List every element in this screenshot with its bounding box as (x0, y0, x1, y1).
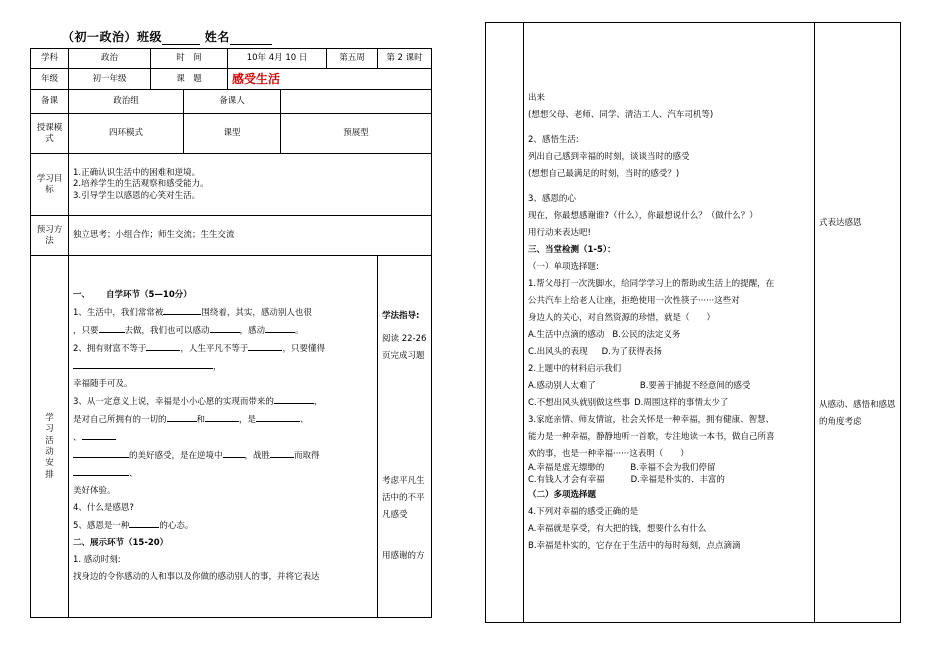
subject-label: 学科 (31, 49, 69, 69)
preparer-label: 备课人 (184, 90, 281, 114)
answer-blank[interactable] (146, 340, 180, 351)
goal-item: 3.引导学生以感恩的心笑对生活。 (73, 190, 201, 201)
answer-blank[interactable] (205, 411, 239, 422)
method-label: 预习方法 (31, 216, 69, 256)
answer-blank[interactable] (129, 517, 159, 528)
goals-label: 学习目标 (31, 154, 69, 216)
answer-blank[interactable] (73, 447, 129, 458)
guide-note-2: 用感谢的方 (382, 551, 425, 562)
goals-list (69, 154, 432, 216)
type-label: 课型 (184, 114, 281, 154)
name-blank[interactable] (230, 44, 272, 45)
type-value: 预展型 (281, 114, 432, 154)
section2-title: 二、展示环节（15-20） (73, 538, 169, 549)
answer-blank[interactable] (73, 465, 129, 476)
answer-blank[interactable] (256, 411, 300, 422)
mode-label: 授课模式 (31, 114, 69, 154)
right-left-margin (486, 23, 524, 623)
prep-group: 政治组 (69, 90, 184, 114)
subject-value: 政治 (69, 49, 151, 69)
answer-blank[interactable] (270, 447, 294, 458)
guide-text: 阅读 22-26页完成习题 (382, 334, 427, 362)
mode-value: 四环模式 (69, 114, 184, 154)
course-label: （初一政治） (62, 30, 138, 44)
page-header (62, 28, 272, 45)
answer-blank[interactable] (167, 411, 197, 422)
answer-blank[interactable] (223, 447, 245, 458)
lesson-plan-table-right (485, 22, 901, 623)
topic-label: 课 题 (151, 69, 228, 90)
guide-note-1: 考虑平凡生活中的不平凡感受 (382, 476, 425, 521)
section3-title: 三、当堂检测（1-5）： (528, 245, 616, 256)
answer-blank[interactable] (274, 393, 314, 404)
week-value: 第五周 (327, 49, 378, 69)
topic-text: 感受生活 (232, 72, 281, 86)
multi-choice-title: （二）多项选择题 (528, 489, 597, 500)
right-content: 出来 (想想父母、老师、同学、清洁工人、汽车司机等) 2、感悟生活: 列出自己感到幸福的时刻，谈谈当时的感受 (想想自己最满足的时刻，当时的感受？) 3、感恩的心 现在，你最想感谢谁?（什么），你最想说什么？（做什么？） 用行动来表达吧! 三、当堂检测（1-5）： （一）单项选择题: 1.帮父母打一次洗脚水，给同学学习上的帮助或生活上的提醒，在 公共汽车上给老人让座，拒绝使用一次性筷子······这些对 身边人的关心，对自然资源的珍惜，就是（ ） A.生活中点滴的感动 B.公民的法定义务 C.出风头的表现 D.为了获得表扬 2.上题中的材料启示我们 A.感动别人太难了 B.要善于捕捉不经意间的感受 C.不想出风头就别做这些事 D.周围这样的事情太少了 3.家庭亲情、师友情谊，社会关怀是一种幸福，拥有健康、智慧、 能力是一种幸福，静静地听一首歌，专注地读一本书，做自己所喜 欢的事，也是一种幸福······这表明（ ） A.幸福是虚无缥缈的 B.幸福不会为我们停留 C.有钱人才会有幸福 D.幸福是朴实的、丰富的 （二）多项选择题 4.下列对幸福的感受正确的是 A.幸福就是享受，有大把的钱，想要什么有什么 B.幸福是朴实的，它存在于生活中的每时每刻，点点滴滴 (524, 23, 815, 623)
side-note-1: 式表达感恩 (819, 217, 862, 228)
name-label: 姓名 (204, 30, 230, 44)
right-side-notes (815, 23, 901, 623)
date-value: 10年 4月 10 日 (228, 49, 327, 69)
grade-value: 初一年级 (69, 69, 151, 90)
activities-content: 一、 自学环节（5—10分） 1、生活中，我们常常被 围绕着，其实，感动别人也很 ，只要 去做，我们也可以感动 ，感动 。 2、拥有财富不等于 ，人生平凡不等于 ，只要懂得 ， 幸福随手可及。 3、从一定意义上说，幸福是小小心愿的实现而带来的 ， 是对自己所拥有的一切的 和 ，是 、 、 的美好感受，是在逆境中 ，战胜 而取得 、 美好体验。 4、什么是感恩? 5、感恩是一种 的心态。 二、展示环节（15-20） 1. 感动时刻: 找身边的令你感动的人和事以及你做的感动别人的事，并将它表达 (69, 256, 378, 618)
goal-item: 1.正确认识生活中的困难和逆境。 (73, 167, 201, 178)
prep-label: 备课 (31, 90, 69, 114)
guide-column (378, 256, 432, 618)
preparer-value (281, 90, 432, 114)
answer-blank[interactable] (73, 358, 213, 369)
time-label: 时 间 (151, 49, 228, 69)
period-value: 第 2 课时 (378, 49, 432, 69)
class-label: 班级 (137, 30, 163, 44)
goal-item: 2.培养学生的生活观察和感受能力。 (73, 179, 209, 190)
answer-blank[interactable] (210, 322, 240, 333)
activities-label: 学 习 活 动 安 排 (31, 256, 69, 618)
topic-value (228, 69, 432, 90)
answer-blank[interactable] (163, 304, 201, 315)
answer-blank[interactable] (99, 322, 125, 333)
grade-label: 年级 (31, 69, 69, 90)
section1-title: 自学环节（5—10分） (106, 290, 192, 301)
side-note-2: 从感动、感悟和感恩的角度考虑 (819, 399, 896, 427)
class-blank[interactable] (162, 44, 200, 45)
guide-title: 学法指导: (382, 311, 420, 322)
answer-blank[interactable] (82, 429, 116, 440)
answer-blank[interactable] (265, 322, 295, 333)
method-text: 独立思考；小组合作；师生交流；生生交流 (69, 216, 432, 256)
answer-blank[interactable] (248, 340, 282, 351)
lesson-plan-table-left (30, 48, 432, 618)
